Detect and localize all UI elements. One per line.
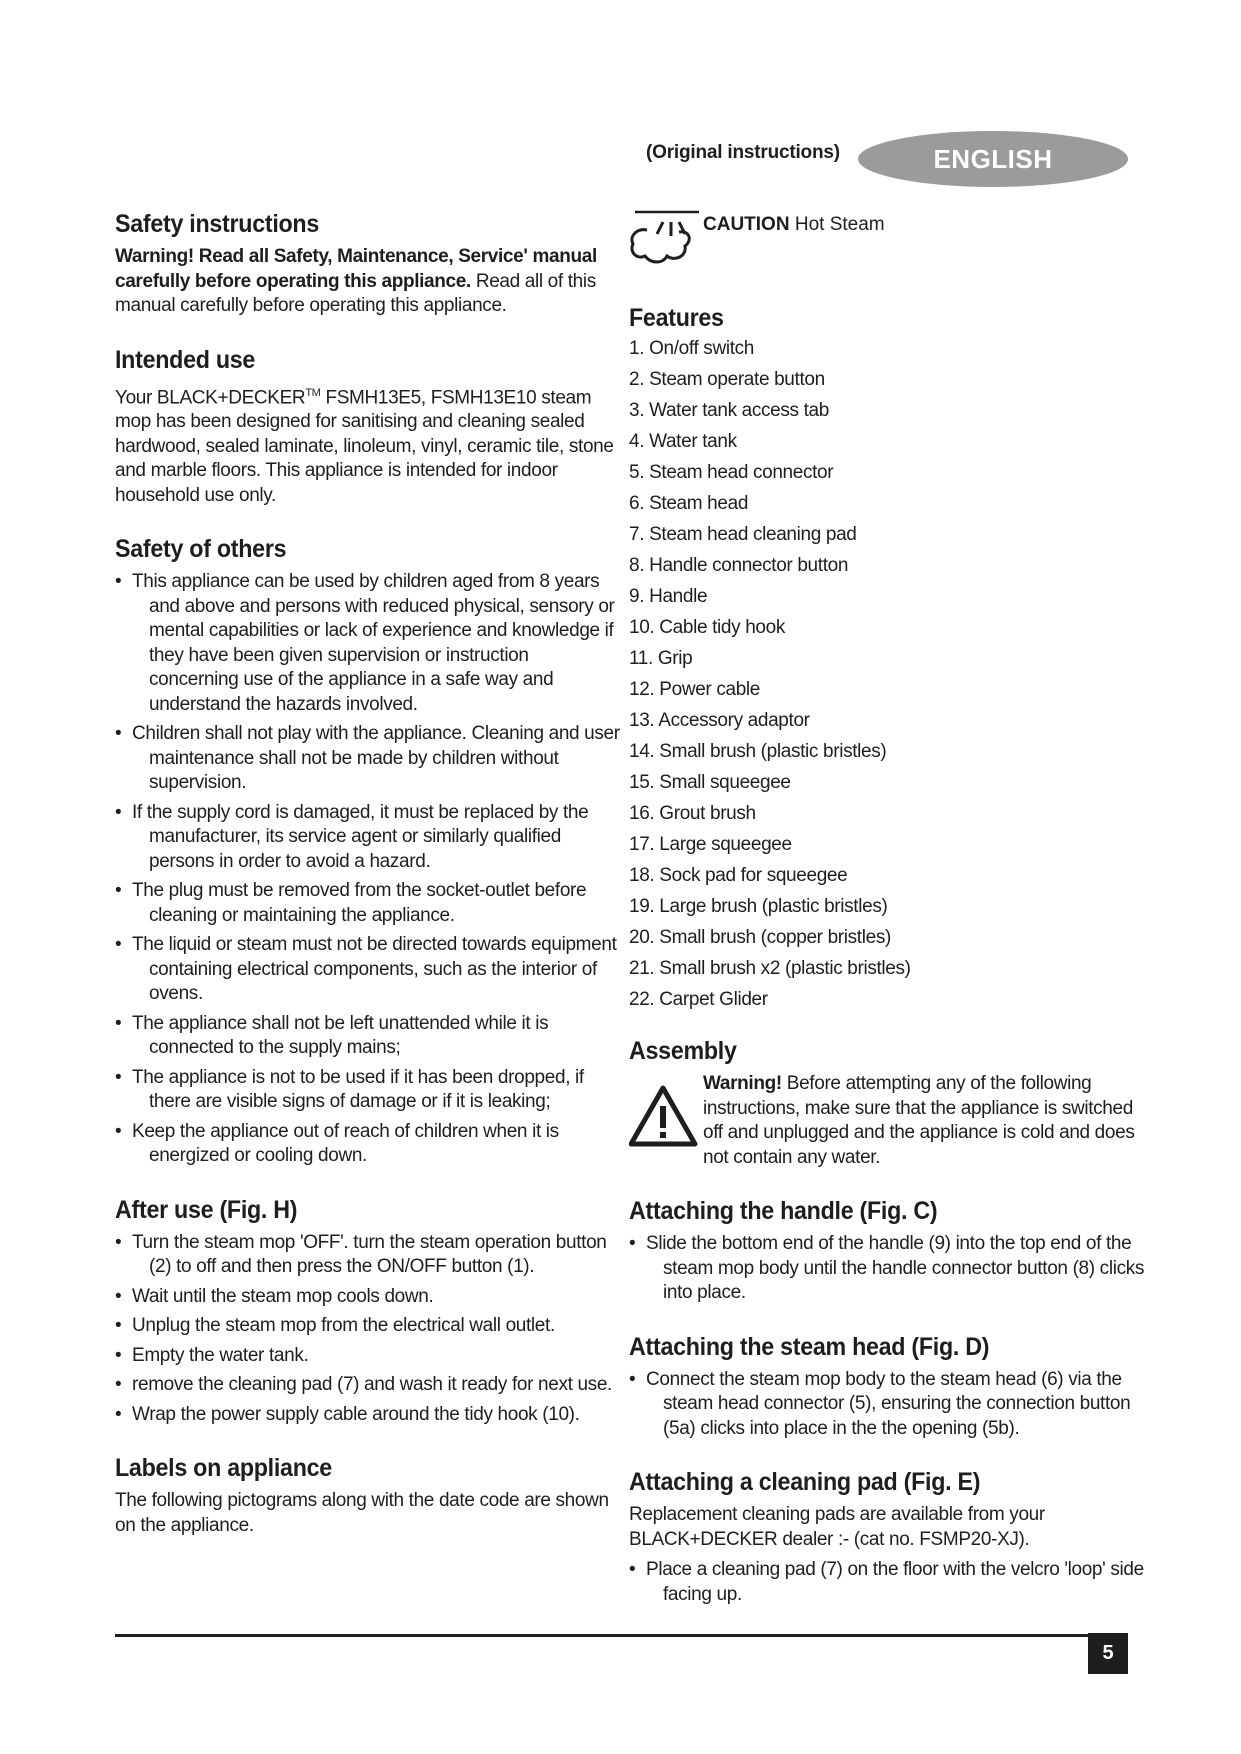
intended-use-text-b: FSMH13E5, FSMH13E10 steam mop has been designed for sanitising and cleaning sealed hardwood, sealed laminate, linoleum, vinyl, ceramic tile, stone and marble floors. This appliance is intended for indoor household use only. <box>115 386 614 506</box>
caution-text <box>703 214 885 236</box>
warning-triangle-icon <box>629 1084 703 1150</box>
features-section <box>629 304 1144 1015</box>
list-item: 7. Steam head cleaning pad <box>629 524 857 545</box>
list-item: 2. Steam operate button <box>629 369 825 390</box>
footer-rule <box>115 1634 1090 1637</box>
assembly-heading: Assembly <box>629 1037 737 1065</box>
right-column <box>629 210 1144 1634</box>
list-item: • Wrap the power supply cable around the tidy hook (10). <box>115 1403 620 1428</box>
list-item: • Place a cleaning pad (7) on the floor with the velcro 'loop' side facing up. <box>629 1558 1144 1607</box>
safety-instructions-text <box>115 245 620 319</box>
list-item: 5. Steam head connector <box>629 462 834 483</box>
assembly-warning-bold: Warning! <box>703 1073 782 1094</box>
left-column <box>115 210 620 1565</box>
labels-section <box>115 1454 620 1538</box>
assembly-warning <box>629 1072 1144 1170</box>
language-badge: ENGLISH <box>858 131 1128 187</box>
attaching-pad-text: Replacement cleaning pads are available from your BLACK+DECKER dealer :- (cat no. FSMP20-XJ). <box>629 1504 1045 1550</box>
safety-of-others-heading: Safety of others <box>115 535 287 564</box>
attaching-steam-head-list <box>629 1368 1144 1442</box>
page-number: 5 <box>1088 1633 1128 1674</box>
attaching-handle-list <box>629 1232 1144 1306</box>
after-use-heading: After use (Fig. H) <box>115 1195 298 1224</box>
labels-text: The following pictograms along with the date code are shown on the appliance. <box>115 1490 609 1536</box>
list-item: 8. Handle connector button <box>629 555 849 576</box>
attaching-handle-heading: Attaching the handle (Fig. C) <box>629 1197 938 1225</box>
list-item: • This appliance can be used by children aged from 8 years and above and persons with reduced physical, sensory or mental capabilities or lack of experience and knowledge if they have been given supervision or instruction concerning use of the appliance in a safe way and understand the hazards involved. <box>115 570 620 717</box>
features-list <box>629 333 1144 1015</box>
list-item: 14. Small brush (plastic bristles) <box>629 741 887 762</box>
safety-of-others-section <box>115 535 620 1169</box>
attaching-steam-head-heading: Attaching the steam head (Fig. D) <box>629 1332 990 1361</box>
intended-use-section <box>115 346 620 509</box>
list-item: 22. Carpet Glider <box>629 989 768 1010</box>
original-instructions-label: (Original instructions) <box>646 142 840 163</box>
labels-heading: Labels on appliance <box>115 1454 332 1483</box>
assembly-warning-detail: Before attempting any of the following instructions, make sure that the appliance is switched off and unplugged and the appliance is cold and does not contain any water. <box>703 1073 1135 1168</box>
list-item: 19. Large brush (plastic bristles) <box>629 896 888 917</box>
intended-use-heading: Intended use <box>115 345 256 374</box>
list-item: • Children shall not play with the appliance. Cleaning and user maintenance shall not be made by children without supervision. <box>115 722 620 796</box>
attaching-pad-heading: Attaching a cleaning pad (Fig. E) <box>629 1468 981 1496</box>
list-item: • Unplug the steam mop from the electrical wall outlet. <box>115 1314 620 1339</box>
after-use-section <box>115 1196 620 1428</box>
caution-detail: Hot Steam <box>794 214 885 235</box>
list-item: 10. Cable tidy hook <box>629 617 786 638</box>
features-heading: Features <box>629 304 724 332</box>
list-item: • Keep the appliance out of reach of children when it is energized or cooling down. <box>115 1120 620 1169</box>
safety-warning-bold: Warning! Read all Safety, Maintenance, Service' manual carefully before operating this appliance. <box>115 246 597 292</box>
list-item: • If the supply cord is damaged, it must be replaced by the manufacturer, its service agent or similarly qualified persons in order to avoid a hazard. <box>115 801 620 875</box>
safety-of-others-list <box>115 570 620 1169</box>
list-item: 17. Large squeegee <box>629 834 792 855</box>
list-item: 3. Water tank access tab <box>629 400 829 421</box>
list-item: • Empty the water tank. <box>115 1344 620 1369</box>
attaching-pad-section <box>629 1468 1144 1607</box>
attaching-steam-head-section <box>629 1333 1144 1442</box>
attaching-pad-list <box>629 1558 1144 1607</box>
list-item: 18. Sock pad for squeegee <box>629 865 848 886</box>
caution-row <box>629 210 1144 268</box>
list-item: • The plug must be removed from the socket-outlet before cleaning or maintaining the appliance. <box>115 879 620 928</box>
trademark-sup: TM <box>305 386 321 399</box>
safety-instructions-heading: Safety instructions <box>115 210 320 238</box>
list-item: 4. Water tank <box>629 431 737 452</box>
assembly-section <box>629 1037 1144 1170</box>
list-item: • Wait until the steam mop cools down. <box>115 1285 620 1310</box>
list-item: • Slide the bottom end of the handle (9) into the top end of the steam mop body until the handle connector button (8) clicks into place. <box>629 1232 1144 1306</box>
list-item: • The liquid or steam must not be directed towards equipment containing electrical components, such as the interior of ovens. <box>115 933 620 1007</box>
list-item: 11. Grip <box>629 648 693 669</box>
list-item: 20. Small brush (copper bristles) <box>629 927 891 948</box>
list-item: • The appliance shall not be left unattended while it is connected to the supply mains; <box>115 1012 620 1061</box>
caution-bold: CAUTION <box>703 214 790 235</box>
attaching-handle-section <box>629 1197 1144 1306</box>
safety-instructions-section <box>115 210 620 319</box>
safety-warning-rest: Read all of this manual carefully before operating this appliance. <box>115 270 596 316</box>
intended-use-text-a: Your BLACK+DECKER <box>115 386 306 408</box>
intended-use-text <box>115 381 620 509</box>
list-item: • remove the cleaning pad (7) and wash it ready for next use. <box>115 1373 620 1398</box>
list-item: 21. Small brush x2 (plastic bristles) <box>629 958 911 979</box>
list-item: 1. On/off switch <box>629 338 754 359</box>
list-item: 9. Handle <box>629 586 708 607</box>
list-item: 13. Accessory adaptor <box>629 710 810 731</box>
after-use-list <box>115 1231 620 1428</box>
hot-steam-icon <box>629 210 703 268</box>
list-item: • Connect the steam mop body to the steam head (6) via the steam head connector (5), ensuring the connection button (5a) clicks into place in the the opening (5b). <box>629 1368 1144 1442</box>
list-item: • The appliance is not to be used if it has been dropped, if there are visible signs of damage or if it is leaking; <box>115 1066 620 1115</box>
list-item: • Turn the steam mop 'OFF'. turn the steam operation button (2) to off and then press the ON/OFF button (1). <box>115 1231 620 1280</box>
list-item: 6. Steam head <box>629 493 749 514</box>
list-item: 12. Power cable <box>629 679 760 700</box>
list-item: 15. Small squeegee <box>629 772 791 793</box>
assembly-warning-text <box>703 1072 1144 1170</box>
list-item: 16. Grout brush <box>629 803 756 824</box>
